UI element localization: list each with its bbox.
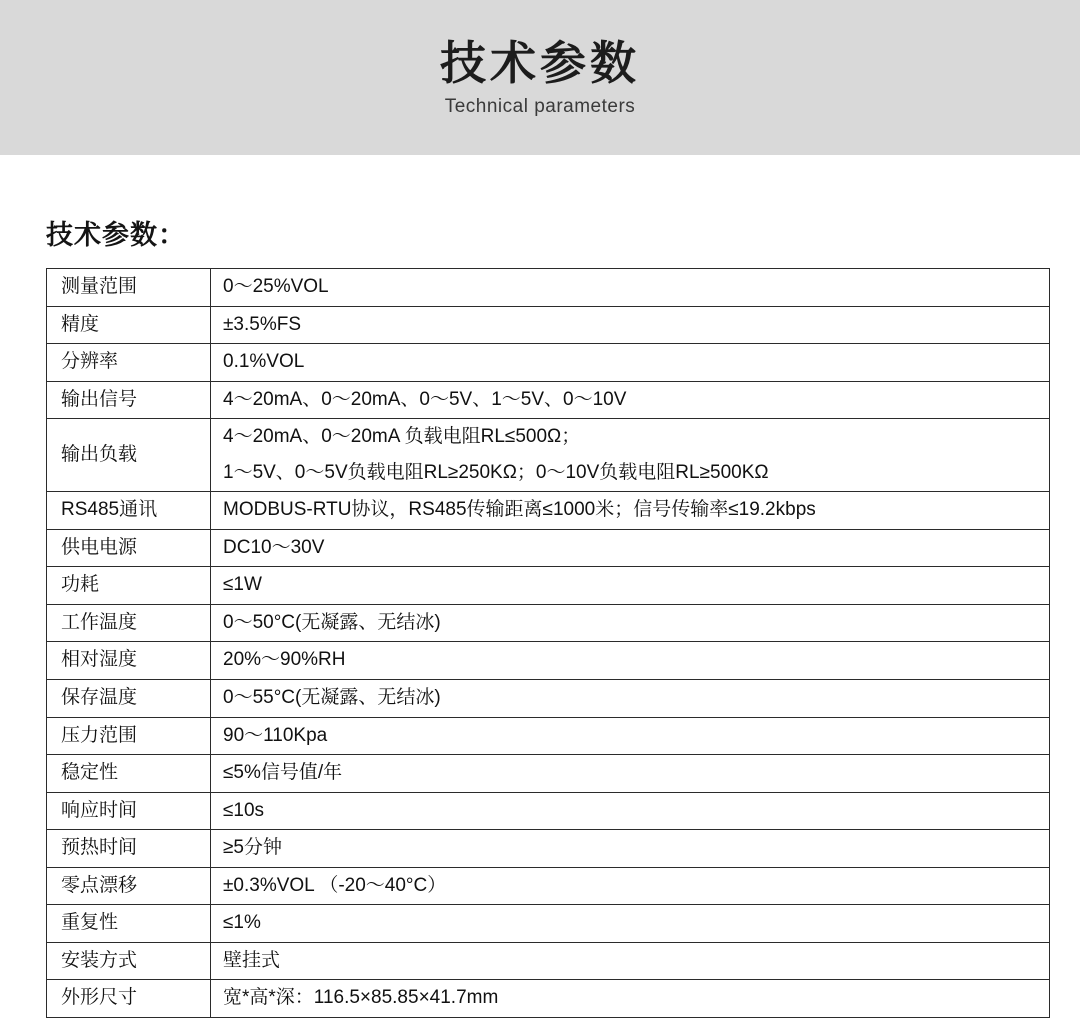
spec-label: 输出负载 <box>47 419 211 492</box>
table-row <box>47 792 1050 830</box>
spec-label: 相对湿度 <box>47 642 211 680</box>
spec-value <box>211 306 1050 344</box>
spec-value <box>211 642 1050 680</box>
spec-value-line: ≤1W <box>223 574 262 596</box>
spec-value-line: 0～50°C(无凝露、无结冰) <box>223 611 441 633</box>
table-row <box>47 567 1050 605</box>
spec-value <box>211 830 1050 868</box>
spec-label: 零点漂移 <box>47 867 211 905</box>
table-row <box>47 717 1050 755</box>
table-row <box>47 867 1050 905</box>
spec-value <box>211 905 1050 943</box>
table-row <box>47 604 1050 642</box>
spec-value <box>211 381 1050 419</box>
table-row <box>47 942 1050 980</box>
spec-value-line: ±3.5%FS <box>223 313 302 335</box>
spec-label: 外形尺寸 <box>47 980 211 1018</box>
spec-label: 分辨率 <box>47 344 211 382</box>
spec-value-line: MODBUS-RTU协议，RS485传输距离≤1000米；信号传输率≤19.2kbps <box>223 499 816 521</box>
spec-value <box>211 344 1050 382</box>
spec-label: 输出信号 <box>47 381 211 419</box>
spec-label: 测量范围 <box>47 269 211 307</box>
table-row <box>47 492 1050 530</box>
spec-label: 工作温度 <box>47 604 211 642</box>
spec-label: 安装方式 <box>47 942 211 980</box>
spec-value <box>211 680 1050 718</box>
spec-value-line: 壁挂式 <box>223 949 281 971</box>
spec-label: 保存温度 <box>47 680 211 718</box>
spec-label: 预热时间 <box>47 830 211 868</box>
spec-value <box>211 604 1050 642</box>
table-row <box>47 381 1050 419</box>
spec-value-line: ≤1% <box>223 912 261 934</box>
spec-value-line: ≥5分钟 <box>223 837 282 859</box>
table-row <box>47 830 1050 868</box>
spec-label: RS485通讯 <box>47 492 211 530</box>
spec-value-line: 20%～90%RH <box>223 649 346 671</box>
page-banner <box>0 0 1080 155</box>
table-row <box>47 905 1050 943</box>
spec-value <box>211 717 1050 755</box>
spec-label: 响应时间 <box>47 792 211 830</box>
spec-label: 功耗 <box>47 567 211 605</box>
spec-label: 压力范围 <box>47 717 211 755</box>
spec-value <box>211 792 1050 830</box>
spec-value-line: ≤5%信号值/年 <box>223 762 343 784</box>
spec-value-line: 0.1%VOL <box>223 351 305 373</box>
spec-label: 稳定性 <box>47 755 211 793</box>
spec-value <box>211 867 1050 905</box>
spec-value <box>211 567 1050 605</box>
table-row <box>47 419 1050 492</box>
spec-value <box>211 980 1050 1018</box>
table-row <box>47 642 1050 680</box>
spec-value-line: 1～5V、0～5V负载电阻RL≥250KΩ；0～10V负载电阻RL≥500KΩ <box>223 461 769 483</box>
banner-title: 技术参数 <box>440 37 640 90</box>
spec-value-line: 90～110Kpa <box>223 724 328 746</box>
spec-value-line: DC10～30V <box>223 536 325 558</box>
table-row <box>47 344 1050 382</box>
spec-table-container <box>46 268 1050 1018</box>
spec-value-line: ≤10s <box>223 799 265 821</box>
spec-value-line: ±0.3%VOL （-20～40°C） <box>223 874 447 896</box>
spec-value-line: 0～25%VOL <box>223 276 329 297</box>
table-row <box>47 529 1050 567</box>
section-heading: 技术参数： <box>46 220 186 250</box>
spec-value <box>211 529 1050 567</box>
spec-value-line: 0～55°C(无凝露、无结冰) <box>223 687 441 709</box>
spec-value <box>211 419 1050 492</box>
spec-label: 供电电源 <box>47 529 211 567</box>
spec-value <box>211 269 1050 307</box>
spec-value-line: 4～20mA、0～20mA 负载电阻RL≤500Ω； <box>223 426 581 448</box>
spec-value-line: 宽*高*深：116.5×85.85×41.7mm <box>223 987 499 1009</box>
spec-value <box>211 492 1050 530</box>
table-row <box>47 306 1050 344</box>
table-row <box>47 755 1050 793</box>
technical-parameters-table <box>46 268 1050 1018</box>
spec-value <box>211 755 1050 793</box>
table-row <box>47 980 1050 1018</box>
spec-label: 精度 <box>47 306 211 344</box>
banner-subtitle: Technical parameters <box>444 95 636 117</box>
spec-value <box>211 942 1050 980</box>
table-row <box>47 680 1050 718</box>
spec-value-line: 4～20mA、0～20mA、0～5V、1～5V、0～10V <box>223 388 627 410</box>
spec-label: 重复性 <box>47 905 211 943</box>
table-row <box>47 269 1050 307</box>
